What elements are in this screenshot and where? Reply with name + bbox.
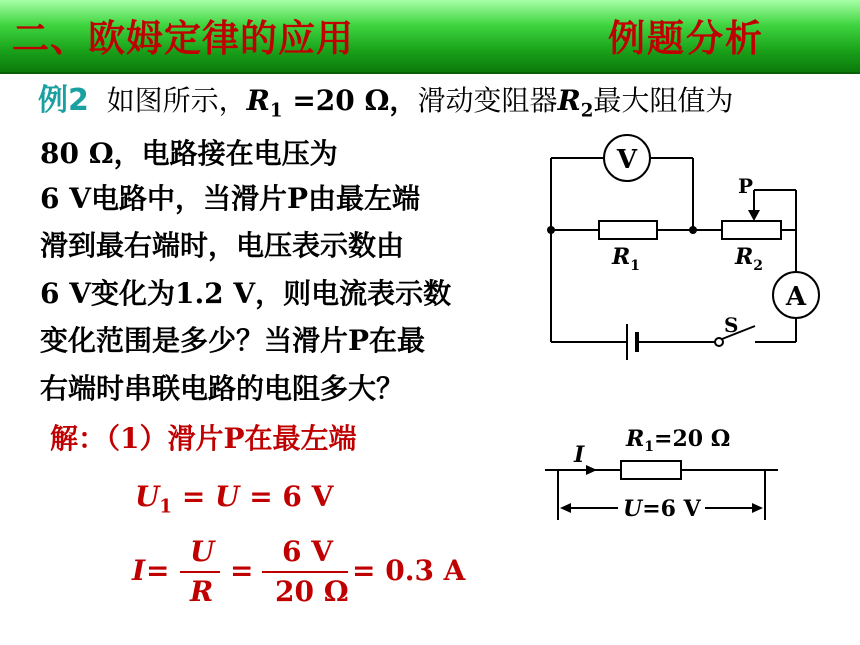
r2-label: $R_2$ [735, 244, 764, 274]
eq2-i-symbol: I [132, 554, 146, 587]
eq1-u-symbol: U [215, 480, 240, 513]
r1-resistor-small [621, 461, 681, 479]
eq2-numerator-6v: 6 V [282, 535, 333, 568]
slide-title: 二、欧姆定律的应用 [12, 17, 354, 60]
eq2-equals: = [146, 554, 170, 587]
ammeter-label: A [785, 282, 807, 312]
example-label: 例2 [38, 83, 89, 118]
problem-line-7: 右端时串联电路的电阻多大？ [40, 372, 405, 405]
eq1-value: = 6 V [239, 480, 334, 513]
problem-line-6: 变化范围是多少？当滑片P在最 [40, 324, 426, 357]
slider-arrow [748, 210, 760, 221]
rheostat-text: 滑动变阻器 [417, 84, 558, 117]
eq1-u1-subscript: 1 [159, 496, 173, 518]
r1-label: $R_1$ [612, 244, 641, 274]
r1-symbol: R [246, 84, 270, 117]
problem-intro: 如图所示， [106, 84, 247, 117]
junction-dot-mid [689, 226, 697, 234]
junction-dot-left [547, 226, 555, 234]
switch-contact [715, 338, 723, 346]
voltmeter-label: V [616, 145, 638, 175]
eq2-denominator-20ohm: 20 Ω [275, 575, 349, 608]
r1-value: =20 Ω， [282, 84, 418, 117]
voltage-arrow-right [752, 503, 763, 513]
eq2-equals-2: = [230, 554, 254, 587]
solution-intro: 解：（1）滑片P在最左端 [50, 422, 357, 455]
eq1-u1-symbol: U [135, 480, 160, 513]
current-label: I [574, 442, 585, 468]
r2-symbol: R [557, 84, 581, 117]
eq2-denominator-r: R [190, 575, 214, 608]
small-r1-label: $R_1=20$ Ω [626, 426, 731, 455]
slider-label: P [738, 174, 754, 198]
switch-label: S [724, 313, 739, 337]
problem-line-2: 80 Ω，电路接在电压为 [40, 137, 338, 170]
voltage-label: U=6 V [623, 496, 701, 522]
r2-rheostat [722, 221, 781, 239]
eq2-numerator-u: U [190, 535, 215, 568]
problem-line-4: 滑到最右端时，电压表示数由 [40, 229, 405, 262]
r1-resistor [599, 221, 657, 239]
voltage-arrow-left [560, 503, 571, 513]
section-title: 例题分析 [608, 17, 764, 60]
problem-line-3: 6 V电路中，当滑片P由最左端 [40, 182, 421, 215]
r2-subscript: 2 [580, 100, 594, 122]
eq1-equals: = [172, 480, 216, 513]
problem-line-5: 6 V变化为1.2 V，则电流表示数 [40, 277, 452, 310]
current-arrow [586, 465, 597, 475]
r1-subscript: 1 [269, 100, 283, 122]
eq2-result: = 0.3 A [352, 554, 466, 587]
max-resistance-text: 最大阻值为 [593, 84, 734, 117]
